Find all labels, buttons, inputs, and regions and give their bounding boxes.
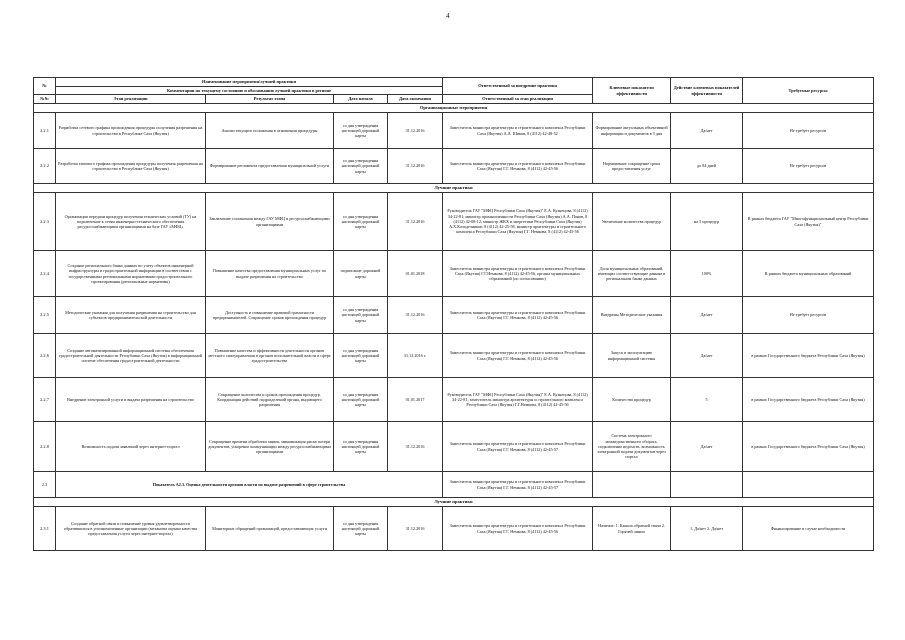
row-end: 31.12.2016 г. [388,334,443,378]
row-step: Разработка сетевого графика прохождения процедуры получения разрешения на строительство в Республике Саха (Якутия) [56,113,206,149]
row-kpi: Внедрены Методические указания [593,297,671,334]
row-actual: на 5 процедур [671,193,743,251]
row-resp: Заместитель министра архитектуры и строительного комплекса Республики Саха (Якутия) Г.Г. Немкова, 8 (4112) 42-45-56 [443,334,593,378]
row-kpi: Количество процедур [593,378,671,422]
row-end: 01.01.2018 [388,251,443,297]
row-resources: в рамках Государственного бюджета Республики Саха (Якутия) [743,334,874,378]
header-resp: Ответственный за этап реализации [443,95,593,104]
row-resources: Не требует ресурсов [743,297,874,334]
header-name-group: Наименование мероприятия/лучшей практики [56,78,443,87]
row-step: Возможность подачи заявлений через интернет-портал [56,422,206,472]
page-number: 4 [446,12,450,20]
indicator-text: Показатель А2.3. Оценка деятельности органов власти по выдаче разрешений в сфере строительства [56,472,443,498]
row-end: 31.12.2016 [388,507,443,551]
row-kpi: Наличие: 1. Канала обратной связи 2. Горячей линии [593,507,671,551]
indicator-row [34,472,874,498]
row-actual: 1. Да/нет 2. Да/нет [671,507,743,551]
table-row [34,149,874,184]
row-resources: Не требует ресурсов [743,149,874,184]
row-result: Заключение соглашения между ГАУ МФЦ и ресурсоснабжающими организациями [206,193,334,251]
table-row [34,251,874,297]
row-step: Создание обратной связи и повышение уровня удовлетворенности обратившихся в уполномоченные организации (механизм оценки качества предоставления услуги через интернет-портал) [56,507,206,551]
table-row [34,334,874,378]
row-result: Мониторинг обращений организаций, предоставляющих услуги [206,507,334,551]
row-step: Методические указания для получения разрешения на строительство для субъектов предпринимательской деятельности [56,297,206,334]
header-end: Дата окончания [388,95,443,104]
row-kpi: Формирование актуальных объективной информации и документов в 3 дня [593,113,671,149]
row-kpi: Система электронного межведомственного оборота, подключение ведомств, возможность электронной подачи документов через портал [593,422,671,472]
row-number: 2.2.6 [34,334,56,378]
row-resp: Заместитель министра архитектуры и строительного комплекса Республики Саха (Якутия) Г.Г.Немкова, 8 (4112) 42-45-56, органы муниципальных образований (по согласованию) [443,251,593,297]
indicator-resp: Заместитель министра архитектуры и строительного комплекса Республики Саха (Якутия) Г.Г. Немкова, 8 (4112) 42-45-57 [443,472,593,498]
row-number: 2.2.3 [34,193,56,251]
row-kpi: Запуск в эксплуатацию информационной системы [593,334,671,378]
row-end: 31.12.2016 [388,297,443,334]
row-number: 2.2.7 [34,378,56,422]
row-resources: Финансирование в случае необходимости [743,507,874,551]
row-actual: 100% [671,251,743,297]
row-number: 2.2.8 [34,422,56,472]
row-result: Повышение качества и эффективности деятельности органов местного самоуправления и органов исполнительной власти в сфере градостроительства [206,334,334,378]
section-best-practices: Лучшие практики [34,184,874,193]
header-resp-group: Ответственный за внедрение практики [443,78,593,95]
header-step: Этап реализации [56,95,206,104]
row-start: подписание дорожной карты [334,251,388,297]
row-result: Повышение качества предоставления муниципальных услуг по выдаче разрешения на строительство [206,251,334,297]
row-number: 2.2.5 [34,297,56,334]
row-end: 31.12.2016 [388,422,443,472]
header-start: Дата начала [334,95,388,104]
section-best-practices-2: Лучшие практики [34,498,874,507]
row-step: Внедрение электронной услуги и выдача разрешения на строительство [56,378,206,422]
row-result: Сокращение времени обработки заявок, минимизация риска потери документов, ускорение коммуникации между ресурсоснабжающими организациями [206,422,334,472]
row-start: со дня утверждения настоящей дорожной карты [334,507,388,551]
row-resources: Не требует ресурсов [743,113,874,149]
row-start: со дня утверждения настоящей дорожной карты [334,297,388,334]
row-actual: до 84 дней [671,149,743,184]
row-number: 2.3.1 [34,507,56,551]
row-resp: Заместитель министра архитектуры и строительного комплекса Республики Саха (Якутия) Г.Г. Немкова, 8 (4112) 42-45-56 [443,149,593,184]
row-start: со дня утверждения настоящей дорожной карты [334,149,388,184]
table-row [34,507,874,551]
row-resources: В рамках бюджета муниципальных образований [743,251,874,297]
roadmap-table [33,77,874,551]
section-org: Организационные мероприятия [34,104,874,113]
table-row [34,378,874,422]
row-start: со дня утверждения настоящей дорожной карты [334,193,388,251]
row-result: Формирование регламента предоставления муниципальной услуги [206,149,334,184]
row-resp: Заместитель министра архитектуры и строительного комплекса Республики Саха (Якутия) Г.Г. Немкова, 8 (4112) 42-45-57 [443,422,593,472]
row-actual: 5 [671,378,743,422]
header-resources: Требуемые ресурсы [743,78,874,104]
row-start: со дня утверждения настоящей дорожной карты [334,422,388,472]
row-result: Сокращение количества и сроков прохождения процедур. Координация действий подразделений органа, выдающего разрешения [206,378,334,422]
header-no: № [34,78,56,95]
row-kpi: Увеличение количества процедур [593,193,671,251]
row-step: Создание автоматизированной информационной системы обеспечения градостроительной деятельности Республики Саха (Якутия) в информационной системе обеспечения градостроительной деятельности [56,334,206,378]
row-resp: Руководитель ГАУ "МФЦ Республики Саха (Якутия)" Е.А. Кузнецова, 8 (4112) 34-22-81; министр промышленности Республики Саха (Якутия) А.А. Панов, 8 (4112) 42-08-12; министр ЖКХ и энергетики Республики Саха (Якутия) А.Х.Колодезников, 8 (4112) 42-25-58, министр архитектуры и строительного комплекса Республики Саха (Якутия) Г.Г. Немкова, 8 (4112) 42-45-56 [443,193,593,251]
header-result: Результат этапа [206,95,334,104]
table-row [34,193,874,251]
row-resp: Заместитель министра архитектуры и строительного комплекса Республики Саха (Якутия) Г.Г. Немкова, 8 (4112) 42-45-56 [443,297,593,334]
header-kpi-actual: Действие ключевых показателей эффективности [671,78,743,104]
row-resp: Руководитель ГАУ "МФЦ Республики Саха (Якутия)" Е.А. Кузнецова, 8 (4112) 34-22-81; заместитель министра архитектуры и строительного комплекса Республики Саха (Якутия) Г.Г.Немкова, 8 (4112) 42-45-56 [443,378,593,422]
row-start: со дня утверждения настоящей дорожной карты [334,378,388,422]
row-step: Создание регионального банка данных по учету объектов инженерной инфраструктуры и градостроительной информации в соответствии с государственными региональными нормативами градостроительного проектирования (региональные нормативы) [56,251,206,297]
row-actual: Да/нет [671,297,743,334]
table-row [34,113,874,149]
header-no2: №№ [34,95,56,104]
row-actual: Да/нет [671,113,743,149]
row-actual: Да/нет [671,422,743,472]
row-start: со дня утверждения настоящей дорожной карты [334,334,388,378]
row-resp: Заместитель министра архитектуры и строительного комплекса Республики Саха (Якутия) Г.Г. Немкова, 8 (4112) 42-45-56 [443,507,593,551]
row-end: 31.12.2016 [388,113,443,149]
row-end: 01.01.2017 [388,378,443,422]
row-start: со дня утверждения настоящей дорожной карты [334,113,388,149]
row-number: 2.2.1 [34,113,56,149]
row-resources: в рамках Государственного бюджета Республики Саха (Якутия) [743,422,874,472]
row-actual: Да/нет [671,334,743,378]
header-kpi: Ключевые показатели эффективности [593,78,671,104]
row-kpi: Доля муниципальных образований, имеющих соответствующие данные в региональном банке данных [593,251,671,297]
row-resources: В рамках бюджета ГАУ "Многофункциональный центр Республики Саха (Якутия)" [743,193,874,251]
row-number: 2.2.4 [34,251,56,297]
row-end: 31.12.2016 [388,193,443,251]
table-row [34,297,874,334]
row-resources: в рамках Государственного бюджета Республики Саха (Якутия) [743,378,874,422]
row-result: Доступность и повышение правовой грамотности предпринимателей. Сокращение сроков прохождения процедур [206,297,334,334]
row-kpi: Нормативное сокращение срока предоставления услуг [593,149,671,184]
row-step: Разработка типового графика прохождения процедуры получения разрешения на строительство в Республике Саха (Якутия) [56,149,206,184]
row-resp: Заместитель министра архитектуры и строительного комплекса Республики Саха (Якутия) А.А. Шиков, 8 (4112) 42-48-52 [443,113,593,149]
row-step: Организация передачи процедур получения технических условий (ТУ) на подключение к сетям инженерно-технического обеспечения ресурсоснабжающими организациями на базе ГАУ «МФЦ» [56,193,206,251]
row-number: 2.2.2 [34,149,56,184]
row-result: Анализ текущего положения в отношении процедуры [206,113,334,149]
row-end: 31.12.2016 [388,149,443,184]
header-name-sub: Комментарии по текущему состоянию и обоснованию лучшей практики в регионе [56,86,443,95]
indicator-number: 2.3 [34,472,56,498]
table-row [34,422,874,472]
